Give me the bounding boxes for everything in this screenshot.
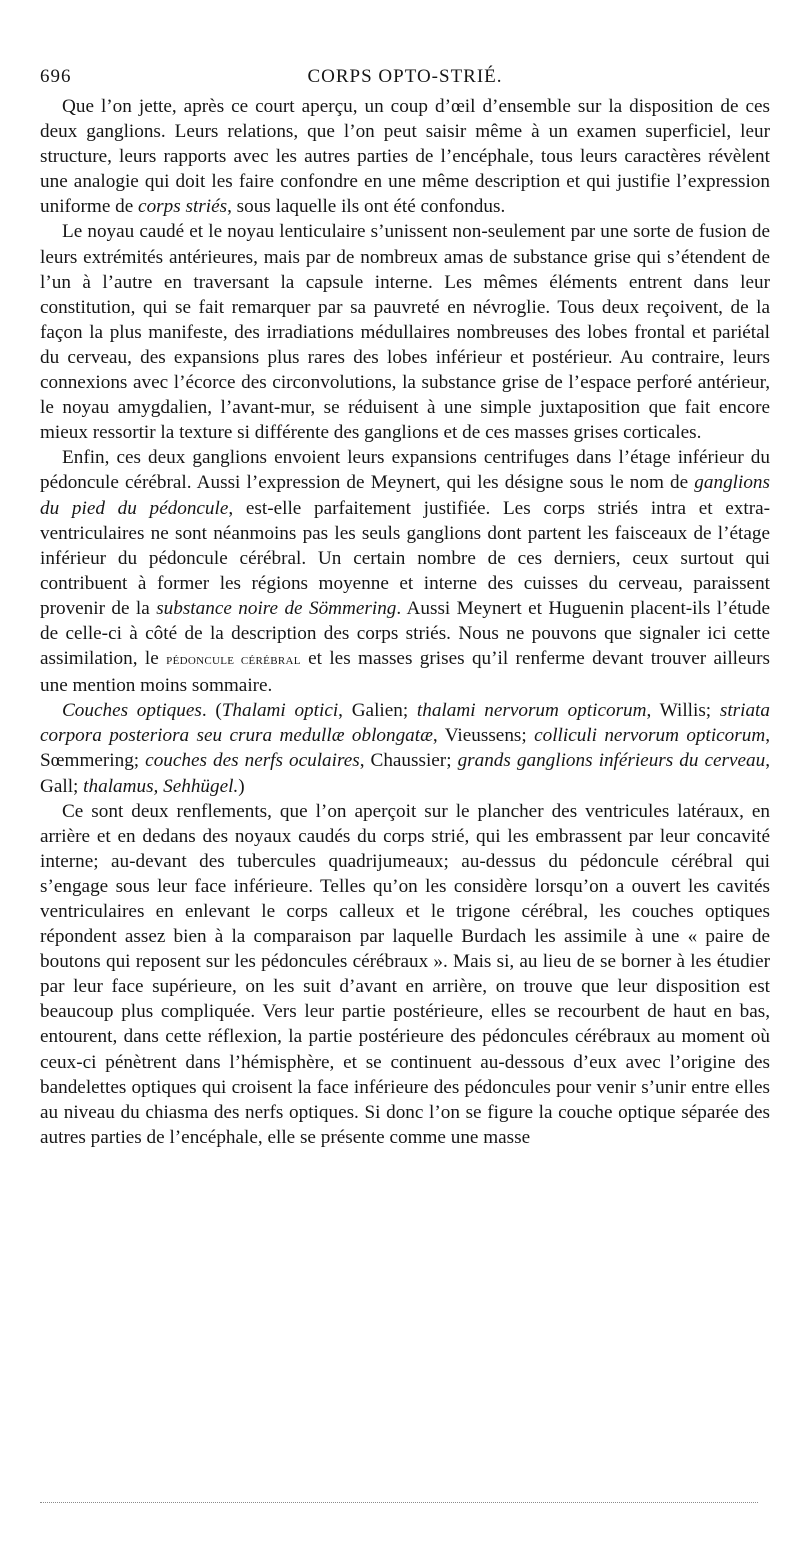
smallcaps-run: pédoncule cérébral — [166, 652, 301, 669]
text-run: Que l’on jette, après ce court aperçu, un coup d’œil d’ensemble sur la disposition de ces deux ganglions. Leurs relations, que l’on peut saisir même à un examen superficiel, leur structure, leurs rapports avec les autres parties de l’encéphale, tous leurs caractères révèlent une analogie qui doit les faire confondre en une même description et qui justifie l’expression uniforme de — [40, 96, 770, 218]
italic-run: couches des nerfs oculaires — [145, 750, 360, 772]
italic-run: corps striés — [138, 196, 228, 218]
italic-run: thalamus, Sehhügel. — [83, 775, 239, 797]
italic-run: substance noire de Sömmering — [156, 597, 397, 619]
text-run: , Sœmmering; — [40, 725, 770, 772]
book-page — [40, 60, 770, 1150]
text-run: , Chaussier; — [359, 750, 458, 772]
text-run: . Aussi Meynert et Huguenin placent-ils l’étude de celle-ci à côté de la description des corps striés. Nous ne pouvons que signaler ici cette assimilation, le — [40, 597, 770, 670]
running-title: CORPS OPTO-STRIÉ. — [307, 66, 503, 87]
italic-run: Thalami optici — [221, 700, 339, 722]
italic-run: ganglions du pied du pédoncule — [40, 472, 770, 519]
italic-run: thalami nervorum opticorum — [416, 700, 647, 722]
text-run: Enfin, ces deux ganglions envoient leurs expansions centrifuges dans l’étage inférieur du pédoncule cérébral. Aussi l’expression de Meynert, qui les désigne sous le nom de — [40, 447, 770, 494]
text-run: , Willis; — [646, 700, 720, 722]
text-run: Le noyau caudé et le noyau lenticulaire s’unissent non-seulement par une sorte de fusion de leurs extrémités antérieures, mais par de nombreux amas de substance grise qui s’étendent de l’un à l’autre en traversant la capsule interne. Les mêmes éléments entrent dans leur constitution, qui se fait remarquer par sa pauvreté en névroglie. Tous deux reçoivent, de la façon la plus manifeste, des irradiations médullaires nombreuses des lobes frontal et pariétal du cerveau, des expansions plus rares des lobes inférieur et postérieur. Au contraire, leurs connexions avec l’écorce des circonvolutions, la substance grise de l’espace perforé antérieur, le noyau amygdalien, l’avant-mur, se réduisent à une simple juxtaposition que fait encore mieux ressortir la texture si différente des ganglions et de ces masses grises corticales. — [40, 221, 770, 444]
italic-run: grands ganglions inférieurs du cerveau — [457, 750, 766, 772]
italic-run: colliculi nervorum opticorum — [534, 725, 766, 747]
text-run: , Vieussens; — [432, 725, 535, 747]
italic-run: Couches optiques — [62, 700, 202, 722]
footer-rule — [40, 1502, 758, 1503]
text-run: et les masses grises qu’il renferme devant trouver ailleurs une mention moins sommaire. — [40, 648, 770, 697]
paragraph — [40, 445, 770, 698]
text-run: Ce sont deux renflements, que l’on aperçoit sur le plancher des ventricules latéraux, en arrière et en dedans des noyaux caudés du corps strié, qui les embrassent par leur concavité interne; au-devant des tubercules quadrijumeaux; au-dessus du pédoncule cérébral qui s’engage sous leur face inférieure. Telles qu’on les considère lorsqu’on a ouvert les cavités ventriculaires en enlevant le corps calleux et le trigone cérébral, les couches optiques répondent assez bien à la comparaison par laquelle Burdach les assimile à une « paire de boutons qui reposent sur les pédoncules cérébraux ». Mais si, au lieu de se borner à les étudier par leur face supérieure, on les suit d’avant en arrière, on trouve que leur disposition est beaucoup plus compliquée. Vers leur partie postérieure, elles se recourbent de haut en bas, entourent, dans cette réflexion, la partie postérieure des pédoncules cérébraux au moment où ceux-ci pénètrent dans l’hémisphère, et se continuent au-dessous d’eux avec l’origine des bandelettes optiques qui croisent la face inférieure des pédoncules pour venir s’unir entre elles au niveau du chiasma des nerfs optiques. Si donc l’on se figure la couche optique séparée des autres parties de l’encéphale, elle se présente comme une masse — [40, 800, 770, 1148]
page-number: 696 — [40, 66, 72, 87]
paragraph — [40, 698, 770, 798]
paragraph — [40, 799, 770, 1150]
page-header — [40, 60, 770, 94]
text-run: ) — [238, 775, 245, 797]
body-text — [40, 94, 770, 1150]
paragraph — [40, 219, 770, 445]
text-run: , sous laquelle ils ont été confondus. — [227, 196, 506, 218]
text-run: , Gall; — [40, 750, 770, 797]
text-run: , est-elle parfaitement justifiée. Les corps striés intra et extra-ventriculaires ne sont néanmoins pas les seuls ganglions dont partent les faisceaux de l’étage inférieur du pédoncule cérébral. Un certain nombre de ces derniers, ceux surtout qui contribuent à former les régions moyenne et interne des cuisses du cerveau, paraissent provenir de la — [40, 497, 771, 619]
text-run: . ( — [201, 700, 222, 722]
text-run: , Galien; — [338, 700, 417, 722]
paragraph — [40, 94, 770, 219]
italic-run: striata corpora posteriora seu crura medullæ oblongatæ — [40, 700, 770, 747]
